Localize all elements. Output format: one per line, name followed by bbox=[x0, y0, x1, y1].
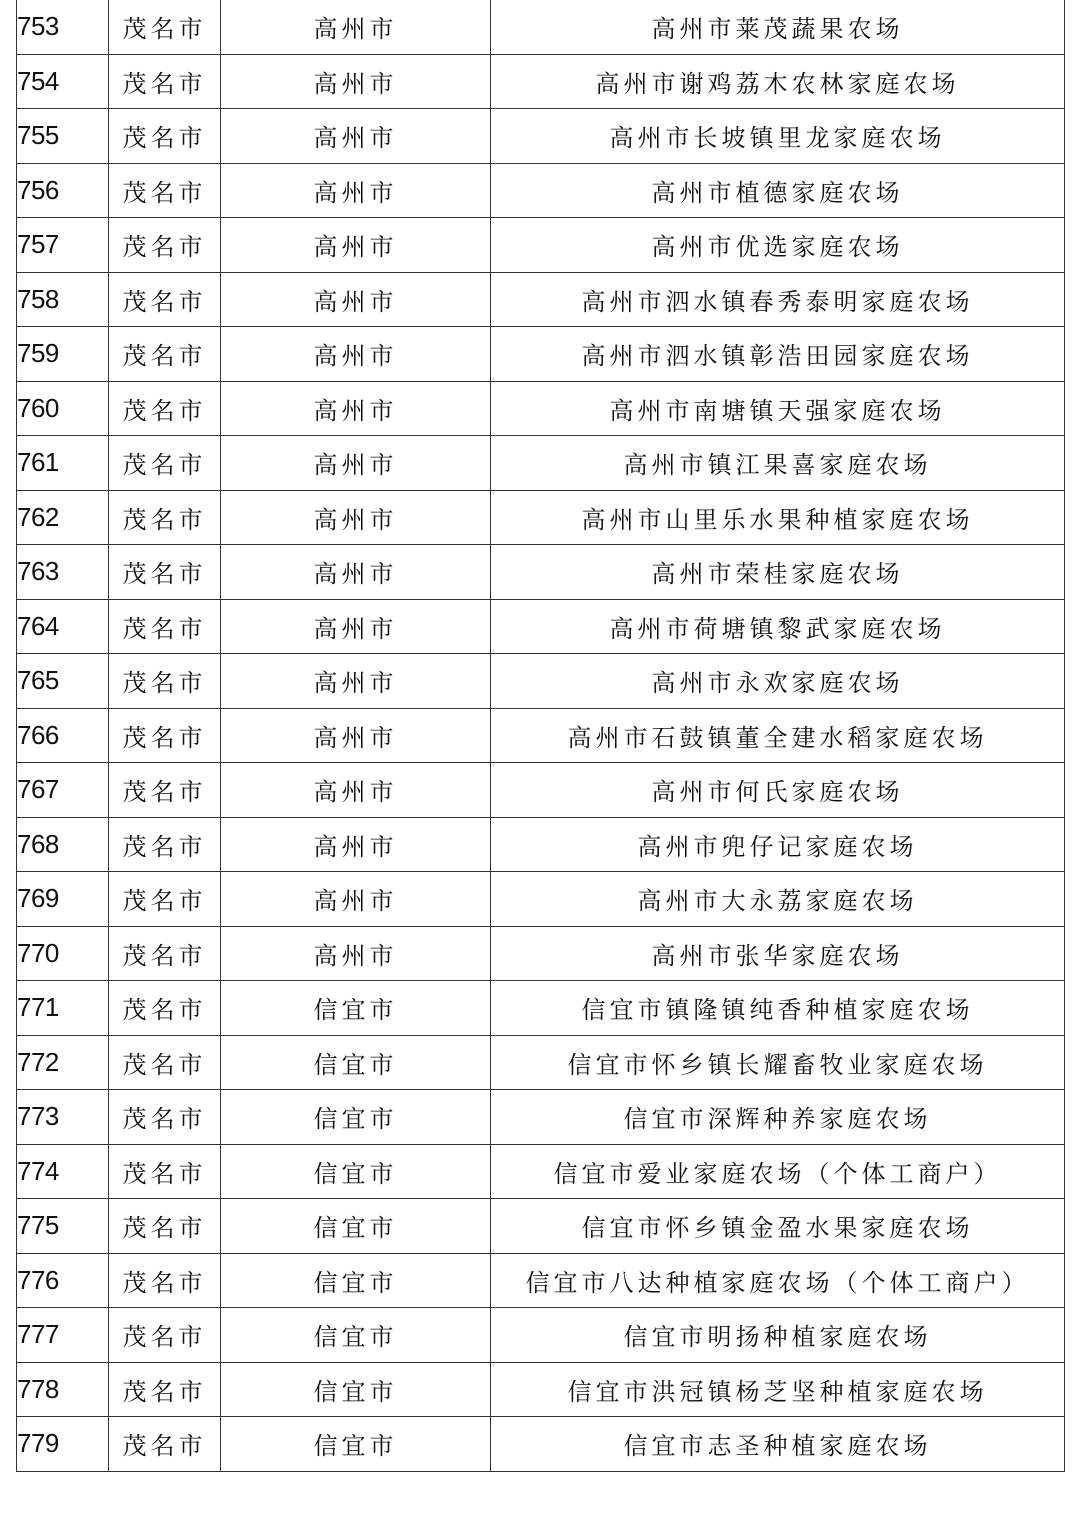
row-farm-name: 高州市张华家庭农场 bbox=[491, 926, 1065, 981]
row-number: 777 bbox=[17, 1308, 109, 1363]
row-farm-name: 高州市植德家庭农场 bbox=[491, 163, 1065, 218]
row-county: 信宜市 bbox=[221, 1199, 491, 1254]
row-number: 762 bbox=[17, 490, 109, 545]
row-number: 754 bbox=[17, 54, 109, 109]
row-county: 信宜市 bbox=[221, 1090, 491, 1145]
row-city: 茂名市 bbox=[109, 0, 221, 54]
row-city: 茂名市 bbox=[109, 708, 221, 763]
row-number: 774 bbox=[17, 1144, 109, 1199]
row-county: 信宜市 bbox=[221, 1362, 491, 1417]
row-number: 773 bbox=[17, 1090, 109, 1145]
row-city: 茂名市 bbox=[109, 436, 221, 491]
row-city: 茂名市 bbox=[109, 1362, 221, 1417]
table-row bbox=[17, 1199, 1065, 1254]
row-farm-name: 信宜市明扬种植家庭农场 bbox=[491, 1308, 1065, 1363]
row-farm-name: 信宜市志圣种植家庭农场 bbox=[491, 1417, 1065, 1472]
row-county: 高州市 bbox=[221, 327, 491, 382]
row-number: 756 bbox=[17, 163, 109, 218]
row-city: 茂名市 bbox=[109, 1090, 221, 1145]
table-row bbox=[17, 545, 1065, 600]
row-city: 茂名市 bbox=[109, 1253, 221, 1308]
row-county: 高州市 bbox=[221, 490, 491, 545]
row-city: 茂名市 bbox=[109, 654, 221, 709]
table-row bbox=[17, 654, 1065, 709]
row-number: 770 bbox=[17, 926, 109, 981]
row-farm-name: 高州市永欢家庭农场 bbox=[491, 654, 1065, 709]
table-row bbox=[17, 436, 1065, 491]
row-city: 茂名市 bbox=[109, 109, 221, 164]
table-row bbox=[17, 1253, 1065, 1308]
row-city: 茂名市 bbox=[109, 981, 221, 1036]
row-county: 高州市 bbox=[221, 0, 491, 54]
row-city: 茂名市 bbox=[109, 163, 221, 218]
row-farm-name: 高州市大永荔家庭农场 bbox=[491, 872, 1065, 927]
table-row bbox=[17, 708, 1065, 763]
row-county: 高州市 bbox=[221, 599, 491, 654]
table-row bbox=[17, 109, 1065, 164]
row-farm-name: 信宜市八达种植家庭农场（个体工商户） bbox=[491, 1253, 1065, 1308]
table-row bbox=[17, 1090, 1065, 1145]
row-farm-name: 高州市荷塘镇黎武家庭农场 bbox=[491, 599, 1065, 654]
row-number: 778 bbox=[17, 1362, 109, 1417]
row-county: 高州市 bbox=[221, 654, 491, 709]
row-number: 775 bbox=[17, 1199, 109, 1254]
row-farm-name: 信宜市爱业家庭农场（个体工商户） bbox=[491, 1144, 1065, 1199]
row-number: 757 bbox=[17, 218, 109, 273]
row-number: 758 bbox=[17, 272, 109, 327]
row-county: 信宜市 bbox=[221, 1253, 491, 1308]
table-row bbox=[17, 1035, 1065, 1090]
row-county: 高州市 bbox=[221, 163, 491, 218]
table-row bbox=[17, 490, 1065, 545]
row-city: 茂名市 bbox=[109, 218, 221, 273]
row-farm-name: 高州市泗水镇彰浩田园家庭农场 bbox=[491, 327, 1065, 382]
row-county: 高州市 bbox=[221, 381, 491, 436]
row-city: 茂名市 bbox=[109, 327, 221, 382]
row-number: 759 bbox=[17, 327, 109, 382]
table-row bbox=[17, 763, 1065, 818]
row-city: 茂名市 bbox=[109, 54, 221, 109]
table-row bbox=[17, 817, 1065, 872]
row-city: 茂名市 bbox=[109, 1199, 221, 1254]
table-row bbox=[17, 163, 1065, 218]
row-number: 755 bbox=[17, 109, 109, 164]
table-row bbox=[17, 599, 1065, 654]
row-county: 高州市 bbox=[221, 926, 491, 981]
table-row bbox=[17, 1417, 1065, 1472]
table-row bbox=[17, 54, 1065, 109]
table-row bbox=[17, 0, 1065, 54]
row-number: 765 bbox=[17, 654, 109, 709]
row-farm-name: 高州市镇江果喜家庭农场 bbox=[491, 436, 1065, 491]
row-number: 776 bbox=[17, 1253, 109, 1308]
row-number: 769 bbox=[17, 872, 109, 927]
table-row bbox=[17, 872, 1065, 927]
table-row bbox=[17, 272, 1065, 327]
row-farm-name: 信宜市深辉种养家庭农场 bbox=[491, 1090, 1065, 1145]
table-row bbox=[17, 218, 1065, 273]
row-city: 茂名市 bbox=[109, 872, 221, 927]
row-farm-name: 高州市莱茂蔬果农场 bbox=[491, 0, 1065, 54]
row-city: 茂名市 bbox=[109, 599, 221, 654]
row-number: 772 bbox=[17, 1035, 109, 1090]
table-body bbox=[17, 0, 1065, 1471]
row-farm-name: 信宜市怀乡镇金盈水果家庭农场 bbox=[491, 1199, 1065, 1254]
row-number: 768 bbox=[17, 817, 109, 872]
table-row bbox=[17, 327, 1065, 382]
table-row bbox=[17, 1362, 1065, 1417]
row-county: 信宜市 bbox=[221, 1144, 491, 1199]
row-farm-name: 信宜市怀乡镇长耀畜牧业家庭农场 bbox=[491, 1035, 1065, 1090]
row-farm-name: 信宜市镇隆镇纯香种植家庭农场 bbox=[491, 981, 1065, 1036]
row-farm-name: 高州市长坡镇里龙家庭农场 bbox=[491, 109, 1065, 164]
row-county: 高州市 bbox=[221, 218, 491, 273]
row-county: 高州市 bbox=[221, 817, 491, 872]
row-county: 高州市 bbox=[221, 763, 491, 818]
row-number: 771 bbox=[17, 981, 109, 1036]
table-row bbox=[17, 981, 1065, 1036]
row-county: 高州市 bbox=[221, 109, 491, 164]
row-county: 高州市 bbox=[221, 436, 491, 491]
row-farm-name: 高州市何氏家庭农场 bbox=[491, 763, 1065, 818]
row-city: 茂名市 bbox=[109, 1417, 221, 1472]
table-row bbox=[17, 381, 1065, 436]
row-county: 高州市 bbox=[221, 272, 491, 327]
row-farm-name: 高州市石鼓镇董全建水稻家庭农场 bbox=[491, 708, 1065, 763]
row-farm-name: 高州市谢鸡荔木农林家庭农场 bbox=[491, 54, 1065, 109]
row-number: 766 bbox=[17, 708, 109, 763]
row-county: 高州市 bbox=[221, 708, 491, 763]
row-county: 高州市 bbox=[221, 545, 491, 600]
row-number: 761 bbox=[17, 436, 109, 491]
row-number: 763 bbox=[17, 545, 109, 600]
row-number: 767 bbox=[17, 763, 109, 818]
table-row bbox=[17, 1308, 1065, 1363]
row-city: 茂名市 bbox=[109, 545, 221, 600]
row-county: 信宜市 bbox=[221, 1035, 491, 1090]
row-farm-name: 信宜市洪冠镇杨芝坚种植家庭农场 bbox=[491, 1362, 1065, 1417]
row-city: 茂名市 bbox=[109, 272, 221, 327]
row-number: 779 bbox=[17, 1417, 109, 1472]
row-number: 764 bbox=[17, 599, 109, 654]
row-county: 信宜市 bbox=[221, 1417, 491, 1472]
row-farm-name: 高州市兜仔记家庭农场 bbox=[491, 817, 1065, 872]
document-page bbox=[16, 0, 1064, 1472]
row-county: 高州市 bbox=[221, 872, 491, 927]
row-city: 茂名市 bbox=[109, 1144, 221, 1199]
row-farm-name: 高州市优选家庭农场 bbox=[491, 218, 1065, 273]
row-county: 信宜市 bbox=[221, 981, 491, 1036]
row-city: 茂名市 bbox=[109, 926, 221, 981]
family-farm-table bbox=[16, 0, 1065, 1472]
row-city: 茂名市 bbox=[109, 817, 221, 872]
table-row bbox=[17, 1144, 1065, 1199]
table-row bbox=[17, 926, 1065, 981]
row-city: 茂名市 bbox=[109, 1308, 221, 1363]
row-farm-name: 高州市泗水镇春秀泰明家庭农场 bbox=[491, 272, 1065, 327]
row-number: 753 bbox=[17, 0, 109, 54]
row-farm-name: 高州市南塘镇天强家庭农场 bbox=[491, 381, 1065, 436]
row-city: 茂名市 bbox=[109, 763, 221, 818]
row-number: 760 bbox=[17, 381, 109, 436]
row-county: 高州市 bbox=[221, 54, 491, 109]
row-county: 信宜市 bbox=[221, 1308, 491, 1363]
row-farm-name: 高州市山里乐水果种植家庭农场 bbox=[491, 490, 1065, 545]
row-city: 茂名市 bbox=[109, 1035, 221, 1090]
row-farm-name: 高州市荣桂家庭农场 bbox=[491, 545, 1065, 600]
row-city: 茂名市 bbox=[109, 381, 221, 436]
row-city: 茂名市 bbox=[109, 490, 221, 545]
